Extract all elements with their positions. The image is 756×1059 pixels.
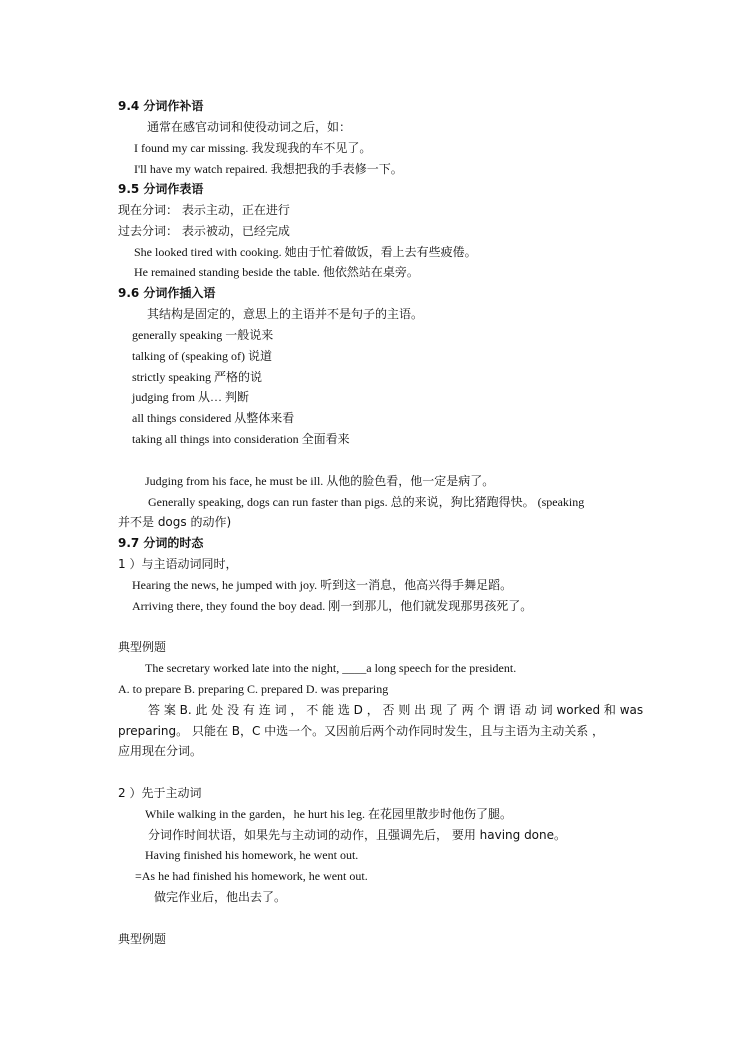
text-line: 1 ）与主语动词同时， bbox=[118, 557, 238, 571]
example-line: I'll have my watch repaired. 我想把我的手表修一下。 bbox=[134, 162, 403, 176]
section-heading-9-5: 9.5 分词作表语 bbox=[118, 182, 204, 196]
phrase-line: generally speaking 一般说来 bbox=[132, 328, 274, 342]
text-line: 做完作业后，他出去了。 bbox=[154, 890, 287, 904]
text-line: 分词作时间状语，如果先与主动词的动作，且强调先后， 要用 having done。 bbox=[148, 828, 567, 842]
example-line: She looked tired with cooking. 她由于忙着做饭，看上去有些疲倦。 bbox=[134, 245, 477, 259]
example-line: Judging from his face, he must be ill. 从他的脸色看，他一定是病了。 bbox=[145, 474, 495, 488]
example-line: =As he had finished his homework, he went out. bbox=[135, 869, 368, 883]
section-heading-9-4: 9.4 分词作补语 bbox=[118, 99, 204, 113]
example-line: While walking in the garden，he hurt his leg. 在花园里散步时他伤了腿。 bbox=[145, 807, 512, 821]
text-line: 2 ）先于主动词 bbox=[118, 786, 202, 800]
answer-line: 答 案 B. 此 处 没 有 连 词 ， 不 能 选 D ， 否 则 出 现 了 两 个 谓 语 动 词 worked 和 was bbox=[148, 703, 644, 717]
example-line: Arriving there, they found the boy dead. 刚一到那儿，他们就发现那男孩死了。 bbox=[132, 599, 533, 613]
question-line: The secretary worked late into the night, ____a long speech for the president. bbox=[145, 661, 517, 675]
subheading: 典型例题 bbox=[118, 640, 167, 654]
answer-line: 应用现在分词。 bbox=[118, 744, 203, 758]
phrase-line: talking of (speaking of) 说道 bbox=[132, 349, 272, 363]
answer-line: preparing。 只能在 B，C 中选一个。又因前后两个动作同时发生，且与主语为主动关系 ， bbox=[118, 724, 605, 738]
example-line: Having finished his homework, he went out. bbox=[145, 848, 359, 862]
example-line: I found my car missing. 我发现我的车不见了。 bbox=[134, 141, 372, 155]
options-line: A. to prepare B. preparing C. prepared D. was preparing bbox=[118, 682, 389, 696]
text-line: 通常在感官动词和使役动词之后，如： bbox=[147, 120, 352, 134]
text-line: 并不是 dogs 的动作) bbox=[118, 515, 232, 529]
phrase-line: judging from 从… 判断 bbox=[132, 390, 249, 404]
example-line: Hearing the news, he jumped with joy. 听到这一消息，他高兴得手舞足蹈。 bbox=[132, 578, 513, 592]
phrase-line: taking all things into consideration 全面看来 bbox=[132, 432, 350, 446]
phrase-line: strictly speaking 严格的说 bbox=[132, 370, 262, 384]
phrase-line: all things considered 从整体来看 bbox=[132, 411, 295, 425]
section-heading-9-6: 9.6 分词作插入语 bbox=[118, 286, 216, 300]
section-heading-9-7: 9.7 分词的时态 bbox=[118, 536, 204, 550]
text-line: 其结构是固定的，意思上的主语并不是句子的主语。 bbox=[147, 307, 424, 321]
text-line: 过去分词： 表示被动，已经完成 bbox=[118, 224, 290, 238]
example-line: He remained standing beside the table. 他依然站在桌旁。 bbox=[134, 265, 419, 279]
example-line: Generally speaking, dogs can run faster than pigs. 总的来说，狗比猪跑得快。 (speaking bbox=[148, 495, 585, 509]
subheading: 典型例题 bbox=[118, 932, 167, 946]
text-line: 现在分词： 表示主动，正在进行 bbox=[118, 203, 290, 217]
